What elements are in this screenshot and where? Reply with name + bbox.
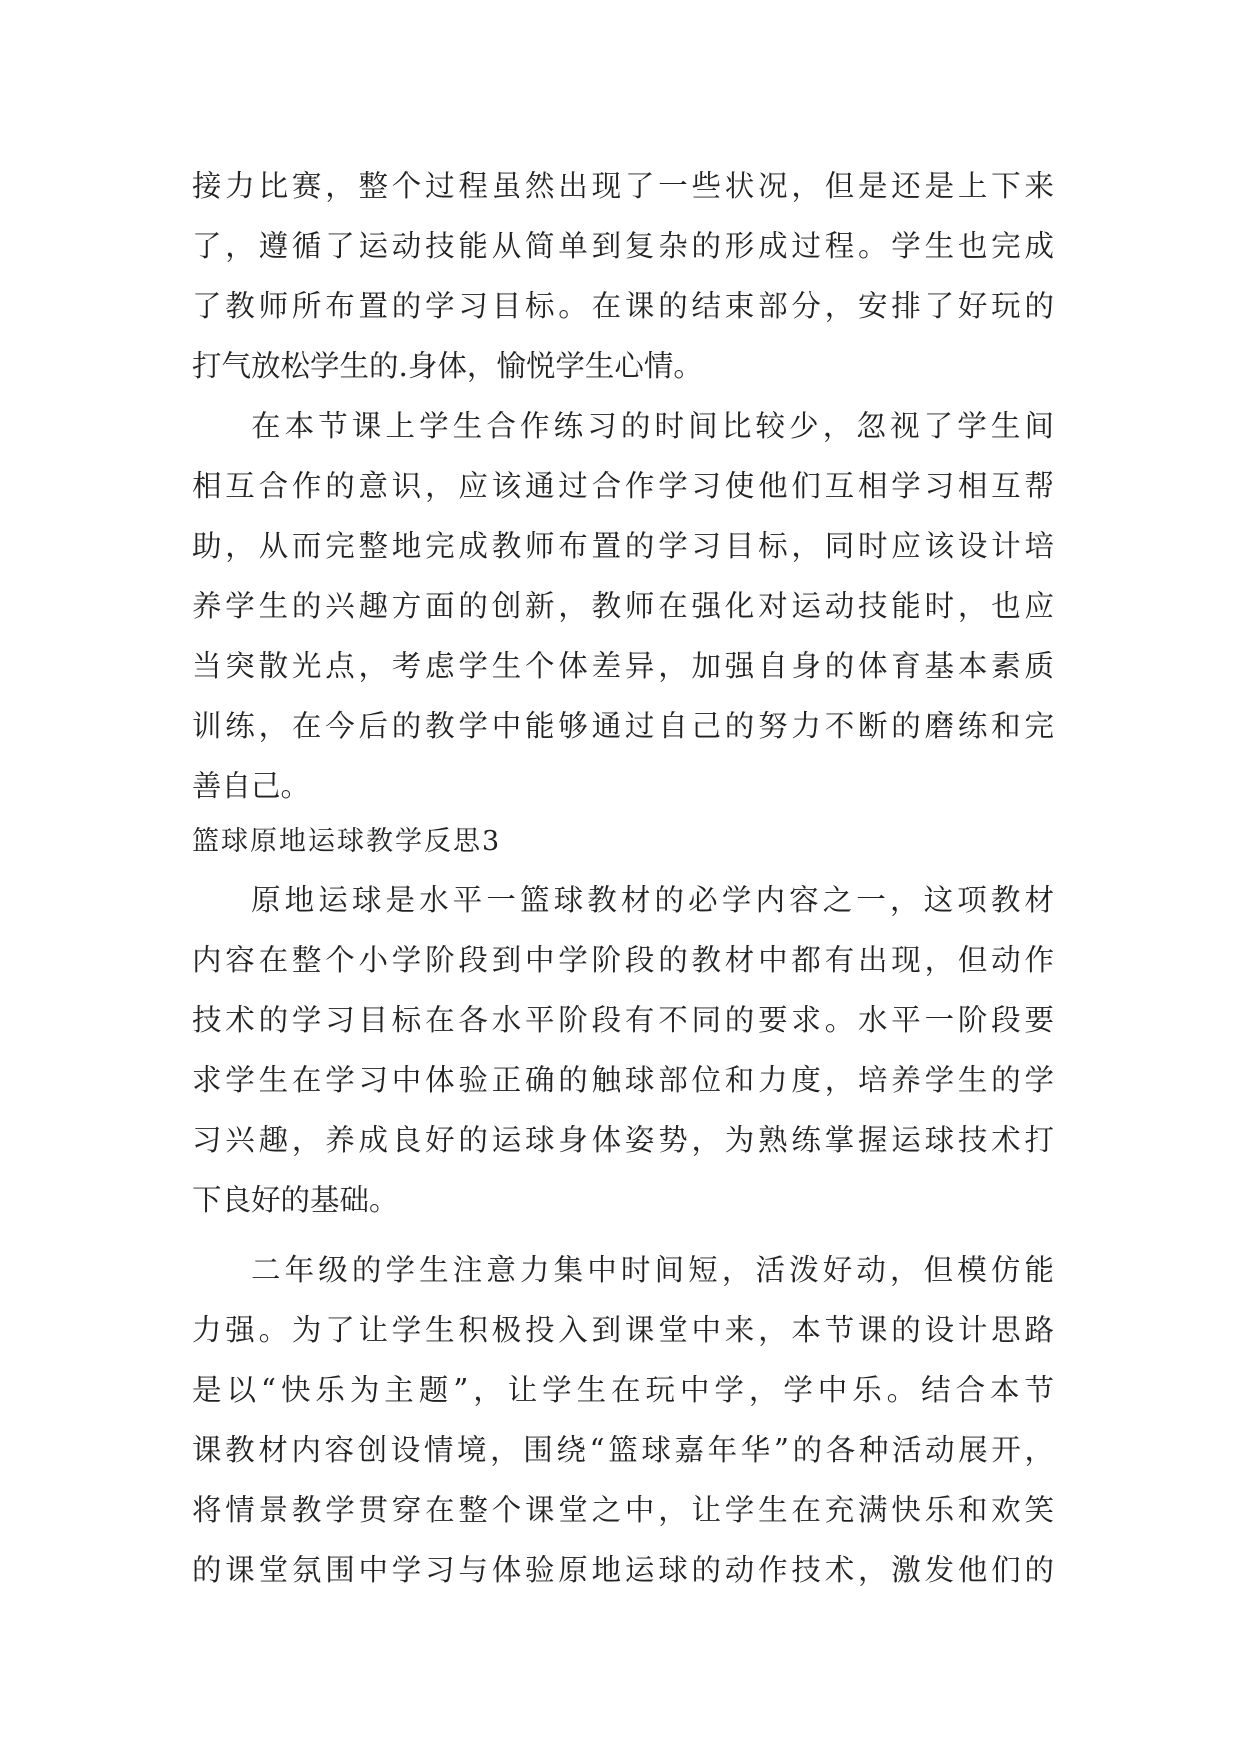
text-line: 了教师所布置的学习目标。在课的结束部分，安排了好玩的 [192, 289, 1054, 323]
text-line: 内容在整个小学阶段到中学阶段的教材中都有出现，但动作 [192, 943, 1054, 977]
text-line: 的课堂氛围中学习与体验原地运球的动作技术，激发他们的 [192, 1553, 1054, 1587]
paragraph-first-line: 在本节课上学生合作练习的时间比较少，忽视了学生间 [251, 409, 1054, 443]
text-line: 当突散光点，考虑学生个体差异，加强自身的体育基本素质 [192, 649, 1054, 683]
text-line: 了，遵循了运动技能从简单到复杂的形成过程。学生也完成 [192, 229, 1054, 263]
text-line: 养学生的兴趣方面的创新，教师在强化对运动技能时，也应 [192, 589, 1054, 623]
text-line: 下良好的基础。 [192, 1183, 399, 1217]
text-line: 训练，在今后的教学中能够通过自己的努力不断的磨练和完 [192, 709, 1054, 743]
text-line: 求学生在学习中体验正确的触球部位和力度，培养学生的学 [192, 1063, 1054, 1097]
text-line: 习兴趣，养成良好的运球身体姿势，为熟练掌握运球技术打 [192, 1123, 1054, 1157]
text-line: 打气放松学生的.身体，愉悦学生心情。 [192, 349, 703, 383]
text-line: 善自己。 [192, 769, 311, 803]
text-line: 助，从而完整地完成教师布置的学习目标，同时应该设计培 [192, 529, 1054, 563]
text-line: 力强。为了让学生积极投入到课堂中来，本节课的设计思路 [192, 1313, 1054, 1347]
text-line: 接力比赛，整个过程虽然出现了一些状况，但是还是上下来 [192, 169, 1054, 203]
section-heading: 篮球原地运球教学反思3 [192, 826, 502, 857]
text-line: 技术的学习目标在各水平阶段有不同的要求。水平一阶段要 [192, 1003, 1054, 1037]
text-line: 将情景教学贯穿在整个课堂之中，让学生在充满快乐和欢笑 [192, 1493, 1054, 1527]
paragraph-first-line: 原地运球是水平一篮球教材的必学内容之一，这项教材 [251, 883, 1054, 917]
paragraph-first-line: 二年级的学生注意力集中时间短，活泼好动，但模仿能 [251, 1253, 1054, 1287]
text-line: 课教材内容创设情境，围绕“篮球嘉年华”的各种活动展开， [192, 1433, 1054, 1467]
document-page [192, 0, 1054, 1754]
text-line: 相互合作的意识，应该通过合作学习使他们互相学习相互帮 [192, 469, 1054, 503]
text-line: 是以“快乐为主题”，让学生在玩中学，学中乐。结合本节 [192, 1373, 1054, 1407]
